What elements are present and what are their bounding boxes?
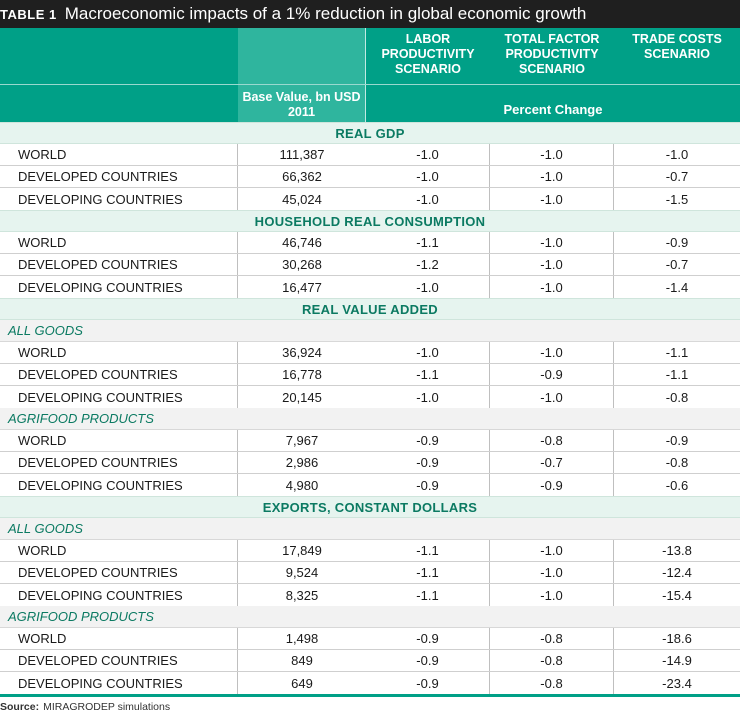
section-title: EXPORTS, CONSTANT DOLLARS [0, 496, 740, 518]
row-region: WORLD [0, 144, 238, 165]
row-labor-change: -0.9 [366, 628, 490, 649]
row-tfp-change: -0.8 [490, 650, 614, 671]
row-tfp-change: -1.0 [490, 254, 614, 275]
row-trade-change: -23.4 [662, 675, 692, 691]
row-labor-change: -1.1 [366, 232, 490, 253]
header-base-spacer [238, 28, 366, 84]
table-row [0, 342, 740, 364]
table-row [0, 474, 740, 496]
table-row [0, 628, 740, 650]
row-base-value: 9,524 [285, 565, 319, 580]
row-trade-change: -18.6 [662, 631, 692, 646]
table-row [0, 452, 740, 474]
group-subtitle: ALL GOODS [0, 320, 740, 342]
row-tfp-change: -1.0 [490, 342, 614, 363]
row-base-value: 66,362 [282, 169, 322, 184]
row-base-value: 1,498 [285, 631, 319, 646]
table-row [0, 562, 740, 584]
row-tfp-change: -1.0 [490, 386, 614, 408]
row-labor-change: -0.9 [366, 474, 490, 496]
row-base-value: 2,986 [285, 455, 319, 470]
table-row [0, 584, 740, 606]
row-labor-change: -1.0 [366, 386, 490, 408]
row-labor-change: -1.0 [366, 276, 490, 298]
row-labor-change: -0.9 [366, 430, 490, 451]
row-region: DEVELOPING COUNTRIES [0, 474, 238, 496]
row-region: DEVELOPING COUNTRIES [0, 672, 238, 694]
row-labor-change: -1.1 [366, 584, 490, 606]
row-region: DEVELOPED COUNTRIES [0, 254, 238, 275]
row-base-value: 16,778 [282, 367, 322, 382]
row-trade-change: -1.5 [665, 191, 689, 207]
row-base-value: 4,980 [285, 477, 319, 493]
row-region: WORLD [0, 232, 238, 253]
row-labor-change: -0.9 [366, 672, 490, 694]
table-row [0, 430, 740, 452]
row-base-value: 8,325 [285, 587, 319, 603]
row-tfp-change: -1.0 [490, 144, 614, 165]
table-number: TABLE 1 [0, 6, 57, 22]
row-trade-change: -14.9 [662, 653, 692, 668]
row-region: WORLD [0, 628, 238, 649]
row-tfp-change: -1.0 [490, 232, 614, 253]
header-base-value: Base Value, bn USD 2011 [238, 85, 366, 122]
row-region: DEVELOPED COUNTRIES [0, 650, 238, 671]
row-base-value: 30,268 [282, 257, 322, 272]
header-blank-2 [0, 85, 238, 122]
table-row [0, 540, 740, 562]
header-tfp: TOTAL FACTOR PRODUCTIVITY SCENARIO [504, 32, 600, 76]
group-subtitle: AGRIFOOD PRODUCTS [0, 408, 740, 430]
row-tfp-change: -0.9 [490, 364, 614, 385]
row-labor-change: -1.2 [366, 254, 490, 275]
row-base-value: 111,387 [279, 147, 325, 162]
row-base-value: 20,145 [282, 389, 322, 405]
section-title: REAL GDP [0, 122, 740, 144]
table-row [0, 386, 740, 408]
header-trade: TRADE COSTS SCENARIO [632, 32, 722, 61]
row-trade-change: -0.6 [665, 477, 689, 493]
row-tfp-change: -1.0 [490, 562, 614, 583]
row-labor-change: -1.0 [366, 144, 490, 165]
row-tfp-change: -0.8 [490, 628, 614, 649]
table-row [0, 672, 740, 694]
table-row [0, 254, 740, 276]
source-label: Source: [0, 701, 40, 713]
section-title: REAL VALUE ADDED [0, 298, 740, 320]
row-region: DEVELOPING COUNTRIES [0, 276, 238, 298]
table-row [0, 276, 740, 298]
group-subtitle: ALL GOODS [0, 518, 740, 540]
row-labor-change: -0.9 [366, 452, 490, 473]
row-tfp-change: -1.0 [490, 188, 614, 210]
row-trade-change: -0.9 [665, 433, 689, 448]
row-trade-change: -0.8 [665, 389, 689, 405]
row-trade-change: -0.9 [665, 235, 689, 250]
row-tfp-change: -0.7 [490, 452, 614, 473]
row-labor-change: -1.1 [366, 540, 490, 561]
row-tfp-change: -1.0 [490, 540, 614, 561]
table-title-bar [0, 0, 740, 28]
row-region: WORLD [0, 342, 238, 363]
row-base-value: 849 [291, 653, 313, 668]
table-row [0, 232, 740, 254]
header-labor: LABOR PRODUCTIVITY SCENARIO [381, 32, 475, 76]
row-tfp-change: -0.8 [490, 672, 614, 694]
row-labor-change: -1.0 [366, 188, 490, 210]
group-subtitle: AGRIFOOD PRODUCTS [0, 606, 740, 628]
table-header [0, 28, 740, 122]
table-row [0, 188, 740, 210]
row-trade-change: -13.8 [662, 543, 692, 558]
header-blank [0, 28, 238, 84]
table-row [0, 650, 740, 672]
row-region: DEVELOPED COUNTRIES [0, 166, 238, 187]
row-region: DEVELOPED COUNTRIES [0, 562, 238, 583]
source-text: MIRAGRODEP simulations [43, 701, 171, 713]
table-row [0, 364, 740, 386]
row-base-value: 46,746 [282, 235, 322, 250]
row-region: DEVELOPING COUNTRIES [0, 584, 238, 606]
row-base-value: 649 [291, 675, 313, 691]
source-note [0, 697, 740, 714]
table-row [0, 166, 740, 188]
row-trade-change: -12.4 [662, 565, 692, 580]
row-trade-change: -1.0 [665, 147, 689, 162]
row-labor-change: -1.1 [366, 364, 490, 385]
row-region: DEVELOPED COUNTRIES [0, 364, 238, 385]
row-region: WORLD [0, 430, 238, 451]
row-trade-change: -1.1 [665, 367, 689, 382]
row-region: WORLD [0, 540, 238, 561]
row-region: DEVELOPING COUNTRIES [0, 188, 238, 210]
table-row [0, 144, 740, 166]
row-tfp-change: -1.0 [490, 584, 614, 606]
row-labor-change: -1.0 [366, 342, 490, 363]
row-region: DEVELOPED COUNTRIES [0, 452, 238, 473]
row-labor-change: -0.9 [366, 650, 490, 671]
row-base-value: 17,849 [282, 543, 322, 558]
table-title: Macroeconomic impacts of a 1% reduction in global economic growth [64, 4, 587, 23]
row-region: DEVELOPING COUNTRIES [0, 386, 238, 408]
row-tfp-change: -1.0 [490, 276, 614, 298]
row-base-value: 16,477 [282, 279, 322, 295]
row-trade-change: -0.7 [665, 257, 689, 272]
row-labor-change: -1.0 [366, 166, 490, 187]
row-tfp-change: -0.8 [490, 430, 614, 451]
table-body [0, 122, 740, 694]
row-base-value: 45,024 [282, 191, 322, 207]
row-trade-change: -0.7 [665, 169, 689, 184]
section-title: HOUSEHOLD REAL CONSUMPTION [0, 210, 740, 232]
row-labor-change: -1.1 [366, 562, 490, 583]
header-percent-change: Percent Change [503, 102, 603, 117]
row-tfp-change: -1.0 [490, 166, 614, 187]
row-tfp-change: -0.9 [490, 474, 614, 496]
row-base-value: 36,924 [282, 345, 322, 360]
row-trade-change: -1.4 [665, 279, 689, 295]
row-trade-change: -15.4 [662, 587, 692, 603]
row-base-value: 7,967 [285, 433, 319, 448]
row-trade-change: -1.1 [665, 345, 689, 360]
row-trade-change: -0.8 [665, 455, 689, 470]
